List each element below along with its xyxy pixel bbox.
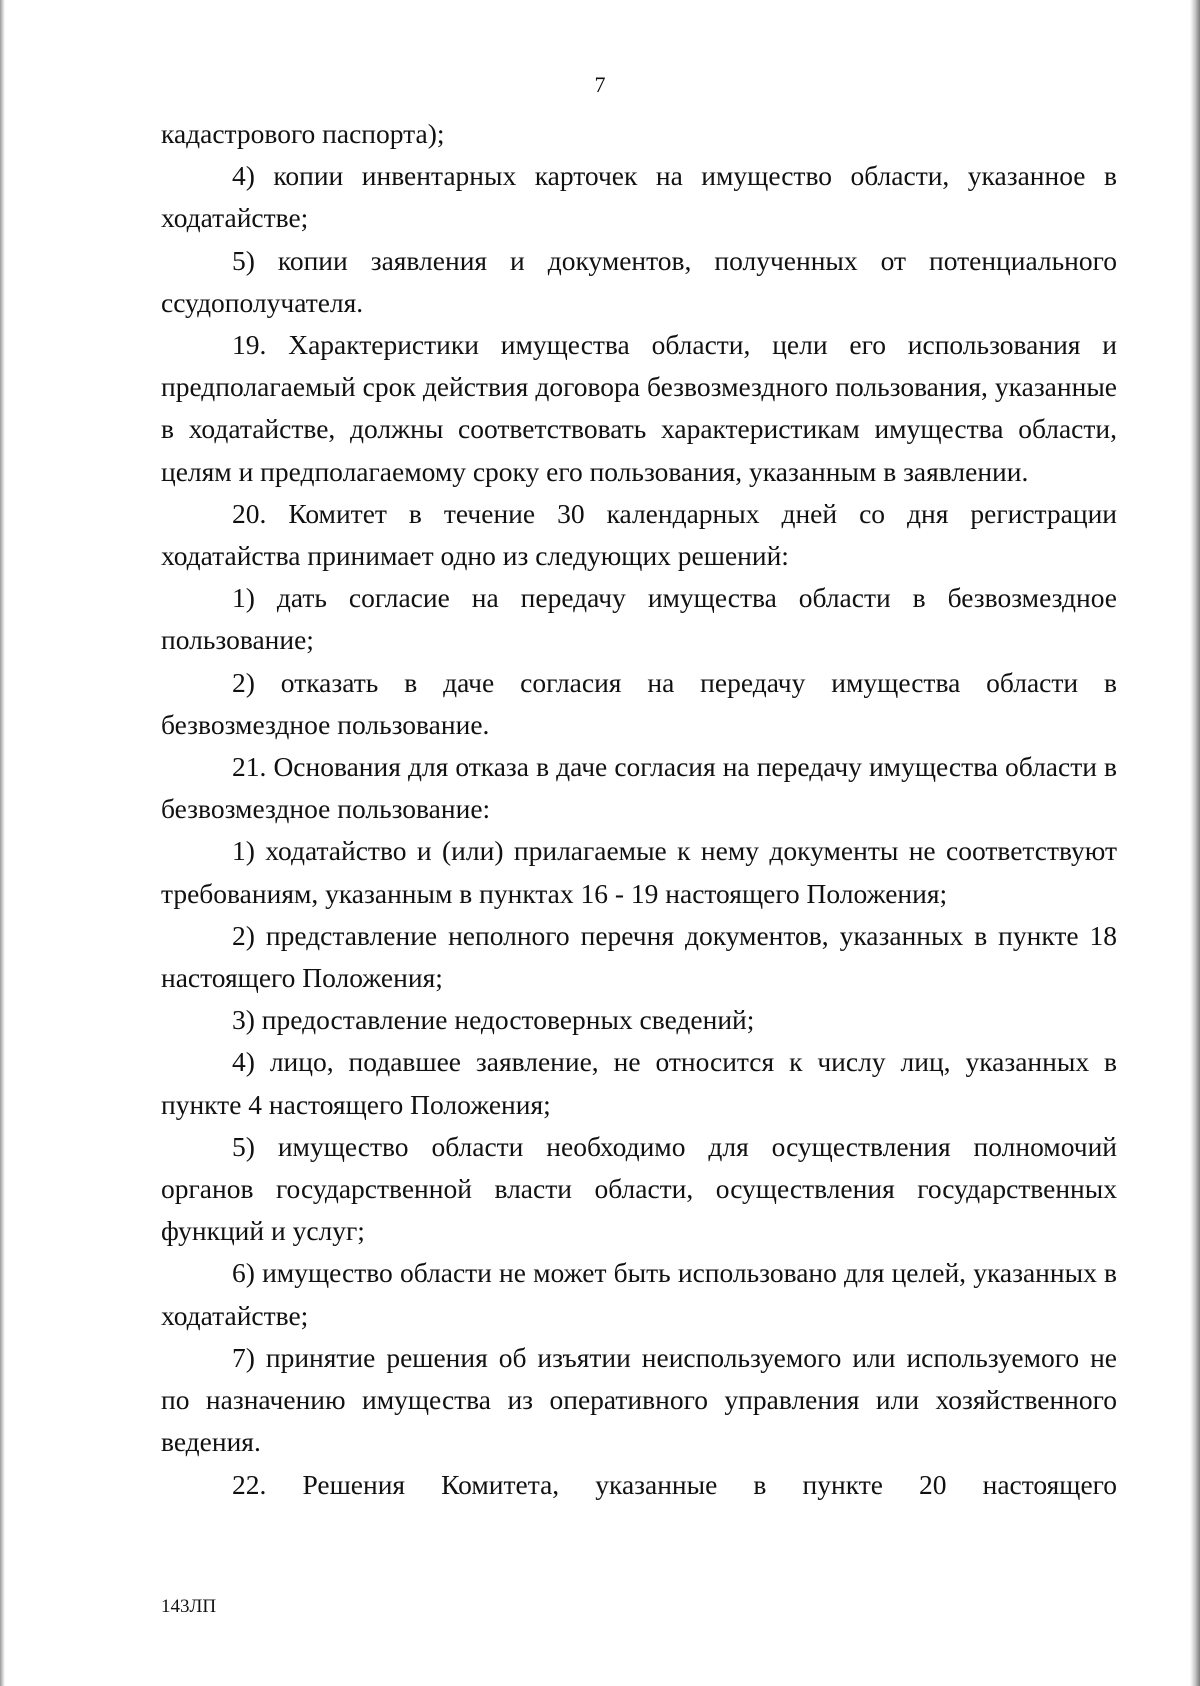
paragraph: кадастрового паспорта); xyxy=(161,118,445,149)
page-number: 7 xyxy=(594,72,606,97)
scan-edge-left xyxy=(0,0,5,1686)
paragraph: 7) принятие решения об изъятии неиспользуемого или используемого не по назначению имущества из оперативного управления или хозяйственного ведения. xyxy=(161,1341,1117,1458)
paragraph: 1) ходатайство и (или) прилагаемые к нему документы не соответствуют требованиям, указанным в пунктах 16 - 19 настоящего Положения; xyxy=(161,835,1117,909)
paragraph: 21. Основания для отказа в даче согласия на передачу имущества области в безвозмездное пользование: xyxy=(161,751,1117,825)
paragraph: 22. Решения Комитета, указанные в пункте 20 настоящего xyxy=(232,1468,1117,1500)
paragraph: 4) копии инвентарных карточек на имущество области, указанное в ходатайстве; xyxy=(161,160,1117,234)
paragraph: 20. Комитет в течение 30 календарных дней со дня регистрации ходатайства принимает одно из следующих решений: xyxy=(161,497,1117,572)
scan-edge-right xyxy=(1190,0,1200,1686)
paragraph: 1) дать согласие на передачу имущества области в безвозмездное пользование; xyxy=(161,582,1117,656)
paragraph: 6) имущество области не может быть использовано для целей, указанных в ходатайстве; xyxy=(161,1257,1117,1331)
paragraph: 2) представление неполного перечня документов, указанных в пункте 18 настоящего Положения; xyxy=(161,919,1117,994)
document-body xyxy=(161,113,1117,1506)
paragraph: 3) предоставление недостоверных сведений; xyxy=(232,1004,755,1036)
paragraph: 5) копии заявления и документов, полученных от потенциального ссудополучателя. xyxy=(161,244,1117,318)
paragraph: 2) отказать в даче согласия на передачу имущества области в безвозмездное пользование. xyxy=(161,666,1117,740)
paragraph: 19. Характеристики имущества области, цели его использования и предполагаемый срок действия договора безвозмездного пользования, указанные в ходатайстве, должны соответствовать характеристикам имущества области, целям и предполагаемому сроку его пользования, указанным в заявлении. xyxy=(161,329,1117,487)
paragraph: 5) имущество области необходимо для осуществления полномочий органов государственной власти области, осуществления государственных функций и услуг; xyxy=(161,1130,1117,1247)
paragraph: 4) лицо, подавшее заявление, не относится к числу лиц, указанных в пункте 4 настоящего Положения; xyxy=(161,1046,1117,1120)
document-code: 143ЛП xyxy=(161,1596,217,1617)
